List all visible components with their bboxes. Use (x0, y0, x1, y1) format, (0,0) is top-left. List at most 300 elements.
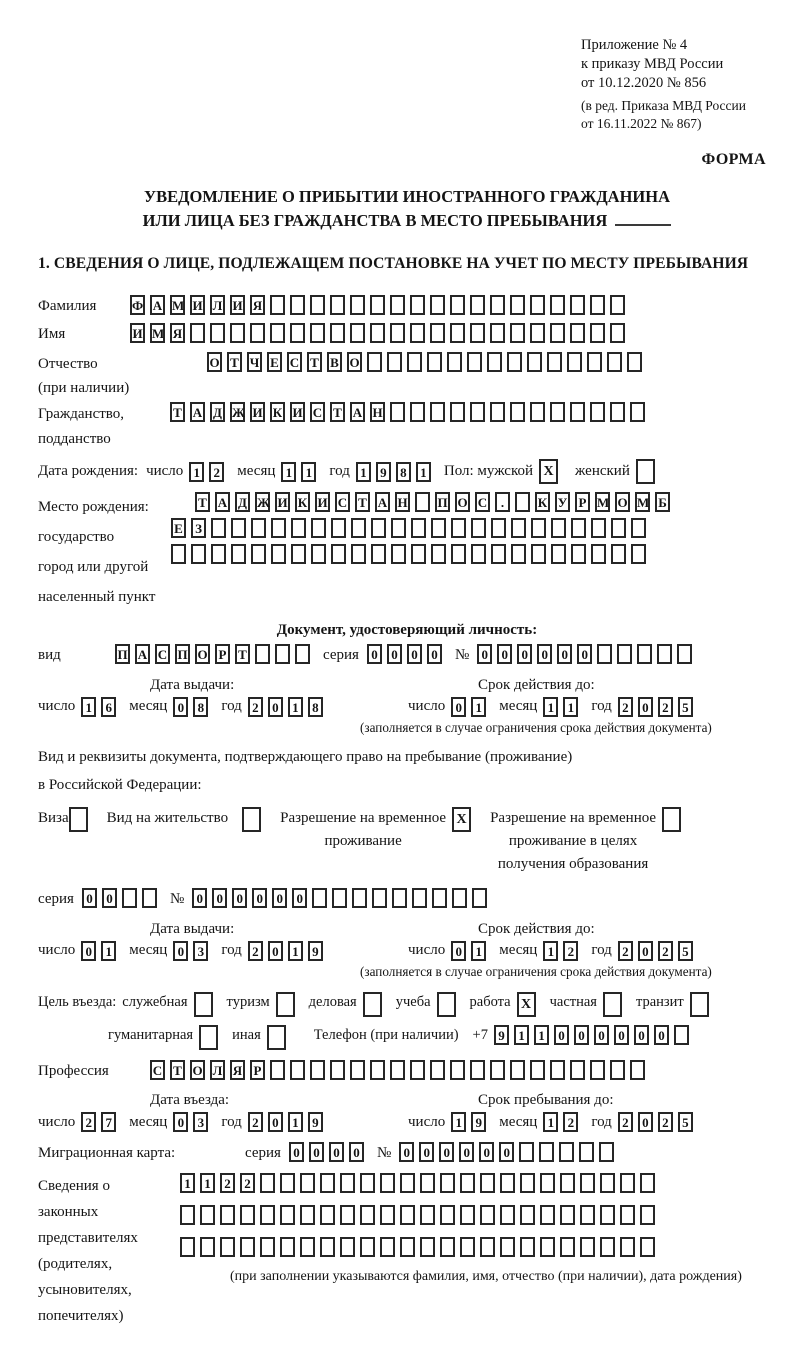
char-cell[interactable]: 0 (173, 1112, 188, 1132)
char-cell[interactable] (310, 295, 325, 315)
char-cell[interactable]: К (270, 402, 285, 422)
char-cell[interactable] (610, 295, 625, 315)
char-cell[interactable] (300, 1237, 315, 1257)
purpose-private-checkbox[interactable] (603, 992, 627, 1017)
char-cell[interactable]: П (435, 492, 450, 512)
char-cell[interactable] (300, 1173, 315, 1193)
char-cell[interactable] (470, 323, 485, 343)
char-cell[interactable] (491, 518, 506, 538)
char-cell[interactable] (597, 644, 612, 664)
char-cell[interactable]: 0 (499, 1142, 514, 1162)
male-checkbox[interactable] (539, 459, 563, 484)
char-cell[interactable] (467, 352, 482, 372)
visa-checkbox[interactable] (69, 807, 93, 832)
char-cell[interactable]: Т (330, 402, 345, 422)
char-cell[interactable]: Ф (130, 295, 145, 315)
char-cell[interactable] (340, 1205, 355, 1225)
char-cell[interactable] (579, 1142, 594, 1162)
char-cell[interactable]: К (295, 492, 310, 512)
char-cell[interactable] (230, 323, 245, 343)
char-cell[interactable] (460, 1237, 475, 1257)
char-cell[interactable]: 1 (471, 697, 486, 717)
char-cell[interactable] (392, 888, 407, 908)
char-cell[interactable] (550, 323, 565, 343)
doc-valid-year-boxes[interactable] (618, 697, 698, 717)
char-cell[interactable] (510, 1060, 525, 1080)
char-cell[interactable] (411, 518, 426, 538)
char-cell[interactable]: 0 (451, 697, 466, 717)
char-cell[interactable] (360, 1237, 375, 1257)
char-cell[interactable] (590, 1060, 605, 1080)
char-cell[interactable] (415, 492, 430, 512)
char-cell[interactable] (340, 1173, 355, 1193)
char-cell[interactable] (510, 323, 525, 343)
doc-issue-year-boxes[interactable] (248, 697, 328, 717)
char-cell[interactable] (211, 544, 226, 564)
char-cell[interactable] (191, 544, 206, 564)
char-cell[interactable]: И (190, 295, 205, 315)
char-cell[interactable] (511, 518, 526, 538)
char-cell[interactable] (331, 544, 346, 564)
char-cell[interactable] (275, 644, 290, 664)
char-cell[interactable]: О (347, 352, 362, 372)
char-cell[interactable] (440, 1173, 455, 1193)
char-cell[interactable] (636, 459, 655, 484)
char-cell[interactable]: 5 (678, 1112, 693, 1132)
char-cell[interactable]: 2 (220, 1173, 235, 1193)
char-cell[interactable]: 1 (471, 941, 486, 961)
char-cell[interactable] (332, 888, 347, 908)
char-cell[interactable] (531, 518, 546, 538)
char-cell[interactable] (472, 888, 487, 908)
char-cell[interactable] (580, 1173, 595, 1193)
char-cell[interactable] (540, 1205, 555, 1225)
char-cell[interactable]: 1 (101, 941, 116, 961)
char-cell[interactable] (410, 295, 425, 315)
char-cell[interactable] (500, 1173, 515, 1193)
char-cell[interactable]: Ж (255, 492, 270, 512)
char-cell[interactable] (480, 1173, 495, 1193)
char-cell[interactable] (510, 402, 525, 422)
mig-number-boxes[interactable] (399, 1142, 619, 1162)
char-cell[interactable]: 0 (173, 941, 188, 961)
char-cell[interactable] (470, 295, 485, 315)
birthplace-row3-boxes[interactable] (171, 544, 651, 564)
char-cell[interactable]: Я (250, 295, 265, 315)
purpose-tourism-checkbox[interactable] (276, 992, 300, 1017)
char-cell[interactable]: 0 (272, 888, 287, 908)
char-cell[interactable] (363, 992, 382, 1017)
char-cell[interactable] (510, 295, 525, 315)
char-cell[interactable]: М (170, 295, 185, 315)
char-cell[interactable]: Е (267, 352, 282, 372)
char-cell[interactable]: О (207, 352, 222, 372)
char-cell[interactable] (331, 518, 346, 538)
char-cell[interactable]: 2 (563, 941, 578, 961)
char-cell[interactable]: 2 (248, 697, 263, 717)
char-cell[interactable] (300, 1205, 315, 1225)
char-cell[interactable]: 7 (101, 1112, 116, 1132)
char-cell[interactable] (350, 1060, 365, 1080)
permit-number-boxes[interactable] (192, 888, 492, 908)
char-cell[interactable]: 0 (81, 941, 96, 961)
char-cell[interactable] (291, 518, 306, 538)
char-cell[interactable]: С (287, 352, 302, 372)
char-cell[interactable] (142, 888, 157, 908)
char-cell[interactable] (590, 295, 605, 315)
char-cell[interactable] (450, 323, 465, 343)
char-cell[interactable] (560, 1237, 575, 1257)
char-cell[interactable] (640, 1173, 655, 1193)
char-cell[interactable] (450, 295, 465, 315)
char-cell[interactable]: П (175, 644, 190, 664)
char-cell[interactable] (490, 323, 505, 343)
char-cell[interactable] (440, 1205, 455, 1225)
legal-reps-row2-boxes[interactable] (180, 1205, 660, 1225)
char-cell[interactable] (637, 644, 652, 664)
char-cell[interactable]: 3 (193, 1112, 208, 1132)
char-cell[interactable]: 0 (477, 644, 492, 664)
char-cell[interactable] (420, 1237, 435, 1257)
char-cell[interactable]: А (150, 295, 165, 315)
birthplace-row1-boxes[interactable] (195, 492, 675, 512)
char-cell[interactable] (567, 352, 582, 372)
female-checkbox[interactable] (636, 459, 660, 484)
char-cell[interactable] (251, 518, 266, 538)
char-cell[interactable] (180, 1205, 195, 1225)
char-cell[interactable] (360, 1173, 375, 1193)
char-cell[interactable]: Т (170, 1060, 185, 1080)
purpose-study-checkbox[interactable] (437, 992, 461, 1017)
char-cell[interactable] (530, 295, 545, 315)
char-cell[interactable] (450, 1060, 465, 1080)
char-cell[interactable]: 0 (102, 888, 117, 908)
char-cell[interactable] (580, 1237, 595, 1257)
char-cell[interactable]: 0 (309, 1142, 324, 1162)
doc-issue-month-boxes[interactable] (173, 697, 213, 717)
char-cell[interactable] (420, 1173, 435, 1193)
char-cell[interactable]: 0 (479, 1142, 494, 1162)
char-cell[interactable]: 9 (376, 462, 391, 482)
char-cell[interactable]: 0 (638, 1112, 653, 1132)
char-cell[interactable]: Т (227, 352, 242, 372)
char-cell[interactable]: 1 (543, 1112, 558, 1132)
char-cell[interactable]: О (190, 1060, 205, 1080)
char-cell[interactable]: Л (210, 295, 225, 315)
char-cell[interactable] (430, 1060, 445, 1080)
char-cell[interactable] (271, 518, 286, 538)
char-cell[interactable]: И (230, 295, 245, 315)
char-cell[interactable]: Т (235, 644, 250, 664)
char-cell[interactable] (677, 644, 692, 664)
char-cell[interactable]: 1 (451, 1112, 466, 1132)
char-cell[interactable] (511, 544, 526, 564)
char-cell[interactable] (200, 1237, 215, 1257)
char-cell[interactable] (410, 402, 425, 422)
char-cell[interactable] (631, 518, 646, 538)
char-cell[interactable] (370, 295, 385, 315)
purpose-other-checkbox[interactable] (267, 1025, 291, 1050)
char-cell[interactable]: И (130, 323, 145, 343)
char-cell[interactable]: 1 (356, 462, 371, 482)
char-cell[interactable]: М (595, 492, 610, 512)
char-cell[interactable]: 1 (301, 462, 316, 482)
char-cell[interactable] (674, 1025, 689, 1045)
char-cell[interactable]: 0 (82, 888, 97, 908)
char-cell[interactable]: О (455, 492, 470, 512)
char-cell[interactable] (539, 1142, 554, 1162)
char-cell[interactable] (372, 888, 387, 908)
char-cell[interactable]: 5 (678, 941, 693, 961)
char-cell[interactable] (550, 295, 565, 315)
char-cell[interactable] (490, 402, 505, 422)
char-cell[interactable]: Я (170, 323, 185, 343)
char-cell[interactable]: 1 (416, 462, 431, 482)
char-cell[interactable] (311, 544, 326, 564)
char-cell[interactable]: Ч (247, 352, 262, 372)
char-cell[interactable] (320, 1237, 335, 1257)
char-cell[interactable]: 0 (427, 644, 442, 664)
char-cell[interactable]: 0 (349, 1142, 364, 1162)
char-cell[interactable] (600, 1205, 615, 1225)
char-cell[interactable] (255, 644, 270, 664)
purpose-business-checkbox[interactable] (363, 992, 387, 1017)
char-cell[interactable]: 2 (618, 941, 633, 961)
char-cell[interactable] (391, 518, 406, 538)
residence-permit-checkbox[interactable] (242, 807, 266, 832)
char-cell[interactable] (251, 544, 266, 564)
mig-series-boxes[interactable] (289, 1142, 369, 1162)
purpose-humanitarian-checkbox[interactable] (199, 1025, 223, 1050)
char-cell[interactable] (250, 323, 265, 343)
char-cell[interactable]: 0 (594, 1025, 609, 1045)
char-cell[interactable]: 0 (329, 1142, 344, 1162)
birth-month-boxes[interactable] (281, 462, 321, 482)
char-cell[interactable] (690, 992, 709, 1017)
char-cell[interactable]: 2 (658, 941, 673, 961)
char-cell[interactable] (560, 1173, 575, 1193)
citizenship-boxes[interactable] (170, 402, 650, 422)
char-cell[interactable] (410, 1060, 425, 1080)
char-cell[interactable] (352, 888, 367, 908)
char-cell[interactable]: 0 (574, 1025, 589, 1045)
char-cell[interactable]: 0 (192, 888, 207, 908)
entry-month-boxes[interactable] (173, 1112, 213, 1132)
doc-kind-boxes[interactable] (115, 644, 315, 664)
char-cell[interactable] (240, 1205, 255, 1225)
char-cell[interactable] (447, 352, 462, 372)
char-cell[interactable]: К (535, 492, 550, 512)
char-cell[interactable]: Р (215, 644, 230, 664)
char-cell[interactable] (240, 1237, 255, 1257)
doc-issue-day-boxes[interactable] (81, 697, 121, 717)
char-cell[interactable] (380, 1205, 395, 1225)
char-cell[interactable] (547, 352, 562, 372)
char-cell[interactable] (420, 1205, 435, 1225)
char-cell[interactable] (437, 992, 456, 1017)
char-cell[interactable] (603, 992, 622, 1017)
char-cell[interactable] (280, 1237, 295, 1257)
char-cell[interactable] (610, 1060, 625, 1080)
char-cell[interactable] (627, 352, 642, 372)
char-cell[interactable]: М (635, 492, 650, 512)
char-cell[interactable]: 0 (439, 1142, 454, 1162)
char-cell[interactable] (371, 518, 386, 538)
char-cell[interactable]: 0 (557, 644, 572, 664)
char-cell[interactable]: 1 (189, 462, 204, 482)
char-cell[interactable]: 0 (252, 888, 267, 908)
char-cell[interactable] (194, 992, 213, 1017)
doc-valid-month-boxes[interactable] (543, 697, 583, 717)
char-cell[interactable] (620, 1237, 635, 1257)
char-cell[interactable]: 2 (658, 697, 673, 717)
char-cell[interactable]: X (517, 992, 536, 1017)
char-cell[interactable] (620, 1205, 635, 1225)
char-cell[interactable] (607, 352, 622, 372)
char-cell[interactable] (662, 807, 681, 832)
char-cell[interactable] (171, 544, 186, 564)
char-cell[interactable] (427, 352, 442, 372)
char-cell[interactable]: . (495, 492, 510, 512)
char-cell[interactable] (295, 644, 310, 664)
char-cell[interactable] (270, 323, 285, 343)
doc-valid-day-boxes[interactable] (451, 697, 491, 717)
char-cell[interactable]: Л (210, 1060, 225, 1080)
char-cell[interactable]: 2 (658, 1112, 673, 1132)
char-cell[interactable]: 2 (240, 1173, 255, 1193)
char-cell[interactable]: И (315, 492, 330, 512)
char-cell[interactable] (520, 1205, 535, 1225)
char-cell[interactable]: 0 (212, 888, 227, 908)
char-cell[interactable]: 0 (517, 644, 532, 664)
char-cell[interactable] (580, 1205, 595, 1225)
temp-residence-edu-checkbox[interactable] (662, 807, 686, 832)
char-cell[interactable] (430, 402, 445, 422)
char-cell[interactable] (551, 544, 566, 564)
char-cell[interactable]: 0 (387, 644, 402, 664)
char-cell[interactable] (290, 1060, 305, 1080)
char-cell[interactable]: 0 (554, 1025, 569, 1045)
char-cell[interactable] (515, 492, 530, 512)
char-cell[interactable] (520, 1237, 535, 1257)
char-cell[interactable] (430, 295, 445, 315)
char-cell[interactable] (570, 1060, 585, 1080)
char-cell[interactable] (350, 295, 365, 315)
char-cell[interactable] (260, 1173, 275, 1193)
char-cell[interactable]: 8 (193, 697, 208, 717)
char-cell[interactable]: С (310, 402, 325, 422)
char-cell[interactable]: 2 (618, 1112, 633, 1132)
surname-boxes[interactable] (130, 295, 630, 315)
char-cell[interactable] (480, 1205, 495, 1225)
char-cell[interactable] (407, 352, 422, 372)
birth-day-boxes[interactable] (189, 462, 229, 482)
char-cell[interactable]: 0 (268, 1112, 283, 1132)
char-cell[interactable] (370, 1060, 385, 1080)
purpose-work-checkbox[interactable] (517, 992, 541, 1017)
char-cell[interactable]: 0 (638, 697, 653, 717)
birth-year-boxes[interactable] (356, 462, 436, 482)
char-cell[interactable]: Р (250, 1060, 265, 1080)
char-cell[interactable] (470, 402, 485, 422)
legal-reps-row1-boxes[interactable] (180, 1173, 660, 1193)
char-cell[interactable] (610, 323, 625, 343)
temp-residence-checkbox[interactable] (452, 807, 476, 832)
char-cell[interactable]: 2 (618, 697, 633, 717)
legal-reps-row3-boxes[interactable] (180, 1237, 660, 1257)
char-cell[interactable]: И (290, 402, 305, 422)
char-cell[interactable] (507, 352, 522, 372)
char-cell[interactable] (599, 1142, 614, 1162)
char-cell[interactable] (432, 888, 447, 908)
char-cell[interactable] (530, 323, 545, 343)
char-cell[interactable] (590, 402, 605, 422)
char-cell[interactable]: 0 (292, 888, 307, 908)
char-cell[interactable]: Д (210, 402, 225, 422)
char-cell[interactable]: 8 (308, 697, 323, 717)
char-cell[interactable] (360, 1205, 375, 1225)
char-cell[interactable]: 9 (494, 1025, 509, 1045)
char-cell[interactable] (270, 1060, 285, 1080)
char-cell[interactable] (611, 544, 626, 564)
char-cell[interactable] (351, 518, 366, 538)
char-cell[interactable] (220, 1205, 235, 1225)
char-cell[interactable] (460, 1173, 475, 1193)
birthplace-row2-boxes[interactable] (171, 518, 651, 538)
char-cell[interactable] (320, 1205, 335, 1225)
char-cell[interactable] (570, 402, 585, 422)
char-cell[interactable]: 3 (193, 941, 208, 961)
char-cell[interactable]: С (150, 1060, 165, 1080)
char-cell[interactable]: 1 (180, 1173, 195, 1193)
char-cell[interactable]: А (350, 402, 365, 422)
char-cell[interactable]: А (135, 644, 150, 664)
char-cell[interactable] (310, 323, 325, 343)
char-cell[interactable] (400, 1237, 415, 1257)
char-cell[interactable] (350, 323, 365, 343)
char-cell[interactable] (211, 518, 226, 538)
char-cell[interactable] (290, 323, 305, 343)
char-cell[interactable]: 9 (308, 941, 323, 961)
char-cell[interactable]: 1 (288, 697, 303, 717)
char-cell[interactable] (560, 1205, 575, 1225)
char-cell[interactable]: О (195, 644, 210, 664)
char-cell[interactable] (267, 1025, 286, 1050)
char-cell[interactable]: Б (655, 492, 670, 512)
char-cell[interactable] (280, 1205, 295, 1225)
char-cell[interactable]: 8 (396, 462, 411, 482)
char-cell[interactable]: Я (230, 1060, 245, 1080)
char-cell[interactable]: 1 (288, 1112, 303, 1132)
char-cell[interactable] (260, 1237, 275, 1257)
char-cell[interactable] (452, 888, 467, 908)
char-cell[interactable] (451, 544, 466, 564)
char-cell[interactable] (631, 544, 646, 564)
char-cell[interactable] (290, 295, 305, 315)
char-cell[interactable]: А (215, 492, 230, 512)
char-cell[interactable]: 2 (81, 1112, 96, 1132)
char-cell[interactable]: Т (355, 492, 370, 512)
char-cell[interactable]: X (452, 807, 471, 832)
char-cell[interactable] (330, 1060, 345, 1080)
char-cell[interactable] (280, 1173, 295, 1193)
char-cell[interactable] (231, 544, 246, 564)
char-cell[interactable] (471, 518, 486, 538)
char-cell[interactable] (276, 992, 295, 1017)
permit-issue-year-boxes[interactable] (248, 941, 328, 961)
char-cell[interactable] (440, 1237, 455, 1257)
doc-number-boxes[interactable] (477, 644, 697, 664)
